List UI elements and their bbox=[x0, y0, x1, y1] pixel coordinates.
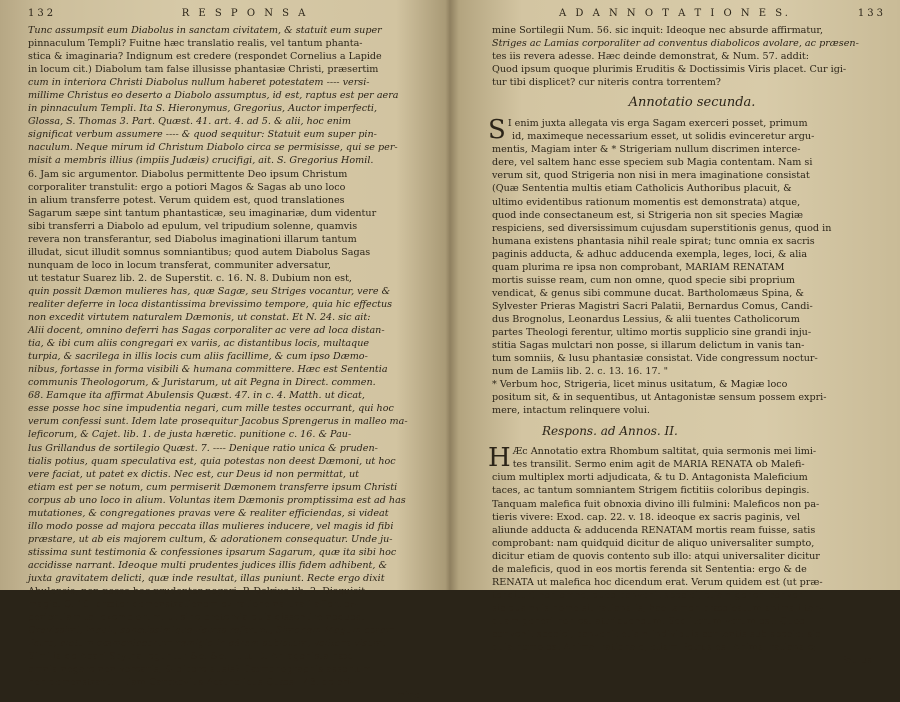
text-line: tes transilit. Sermo enim agit de MARIA RENATA ob Malefi- bbox=[512, 459, 805, 471]
text-line: perientiam tot exemplorum, ut sine protervia quis dissentire nequeat. bbox=[28, 612, 369, 624]
text-line: Abulensis, non posse hoc prudenter negari. P. Delrius lib. 2. Disquisit. bbox=[28, 586, 369, 598]
text-line: nunquam de loco in locum transferat, communiter adversatur, bbox=[28, 259, 331, 271]
text-line: illo modo posse ad majora peccata illas mulieres inducere, vel magis id fibi bbox=[28, 520, 394, 532]
text-line: accidisse narrant. Ideoque multi prudentes judices illis fidem adhibent, & bbox=[28, 559, 387, 571]
text-line: millime Christus eo deserto a Diabolo assumptus, id est, raptus est per aera bbox=[28, 90, 399, 102]
page-number: 132 bbox=[28, 8, 57, 19]
text-line: num de Lamiis lib. 2. c. 13. 16. 17. " bbox=[492, 366, 669, 378]
text-line: pinnaculum Templi? Fuitne hæc translatio realis, vel tantum phanta- bbox=[28, 38, 363, 50]
text-line: respiciens, sed diversissimum cujusdam superstitionis genus, quod in bbox=[492, 222, 832, 234]
text-line: dus Brognolus, Leonardus Lessius, & alii tuentes Catholicorum bbox=[492, 313, 800, 325]
text-line: Glossa, S. Thomas 3. Part. Quæst. 41. art. 4. ad 5. & alii, hoc enim bbox=[28, 116, 351, 128]
right-page bbox=[452, 0, 900, 667]
text-line: stitia Sagas mulctari non posse, si illarum delictum in vanis tan- bbox=[492, 340, 805, 352]
text-line: Tunc assumpsit eum Diabolus in sanctam civitatem, & statuit eum super bbox=[28, 25, 382, 36]
text-line: tia, & ibi cum aliis congregari ex variis, ac distantibus locis, multaque bbox=[28, 338, 370, 350]
text-line: naculum. Neque mirum id Christum Diabolo circa se permisisse, qui se per- bbox=[28, 142, 398, 154]
left-page-header bbox=[28, 8, 434, 19]
text-line: mortis suisse ream, cum non omne, quod specie sibi proprium bbox=[492, 274, 796, 286]
text-line: realiter deferre in loca distantissima brevissimo tempore, quia hic effectus bbox=[28, 298, 393, 310]
text-line: turpia, & sacrilega in illis locis cum aliis facillime, & cum ipso Dæmo- bbox=[28, 351, 368, 363]
text-line: tum somniis, & lusu phantasiæ consistat. Vide congressum noctur- bbox=[492, 353, 818, 365]
text-line: mine Sortilegii Num. 56. sic inquit: Ideoque nec absurde affirmatur, bbox=[492, 25, 824, 36]
text-line: dere, vel saltem hanc esse speciem sub Magia contentam. Nam si bbox=[492, 157, 813, 169]
text-line: verum confessi sunt. Idem late prosequitur Jacobus Sprengerus in malleo ma- bbox=[28, 416, 408, 428]
text-line-content: Æc Annotatio extra Rhombum saltitat, quia sermonis mei limi- bbox=[512, 446, 817, 458]
text-line: sibi transferri a Diabolo ad epulum, vel tripudium solenne, quamvis bbox=[28, 220, 358, 232]
text-line: tieris vivere: Exod. cap. 22. v. 18. ideoque ex sacris paginis, vel bbox=[492, 511, 801, 523]
text-line: quod inde consectaneum est, si Strigeria non sit species Magiæ bbox=[492, 209, 804, 221]
text-line: illudat, sicut illudit somnus somniantibus; quod autem Diabolus Sagas bbox=[28, 246, 371, 258]
reply-heading: Respons. ad Annos. II. bbox=[542, 424, 678, 439]
text-line: tenditur) non omne, quod convenit speciei, etiam generi convenit: bbox=[492, 589, 814, 601]
text-line: in locum cit.) Diabolum tam false illusisse phantasiæ Christi, præsertim bbox=[28, 64, 379, 76]
text-line: revera non transferantur, sed Diabolus imaginationi illarum tantum bbox=[28, 233, 357, 245]
text-line: esse posse hoc sine impudentia negari, cum mille testes occurrant, qui hoc bbox=[28, 403, 394, 415]
text-line: comprobant: nam quidquid dicitur de aliquo universaliter sumpto, bbox=[492, 537, 815, 549]
text-line: omnia negare non verearis, & dicere ausis? Dæmonographis assertum bbox=[28, 664, 372, 676]
right-page-body bbox=[488, 24, 892, 667]
footnote-line: * Verbum hoc, Strigeria, licet minus usitatum, & Magiæ loco bbox=[492, 379, 788, 391]
text-line: in alium transferre potest. Verum quidem est, quod translationes bbox=[28, 194, 345, 206]
text-line: dicitur etiam de quovis contento sub illo: atqui universaliter dicitur bbox=[492, 550, 820, 562]
text-line: in pinnaculum Templi. Ita S. Hieronymus, Gregorius, Auctor imperfecti, bbox=[28, 103, 378, 115]
text-line: tur tibi displicet? cur niteris contra torrentem? bbox=[492, 77, 721, 89]
text-line: vendicat, & genus sibi commune ducat. Bartholomæus Spina, & bbox=[492, 287, 804, 299]
text-line: vere faciat, ut patet ex dictis. Nec est, cur Deus id non permittat, ut bbox=[28, 468, 360, 480]
text-line: Sagarum sæpe sint tantum phantasticæ, seu imaginariæ, dum videntur bbox=[28, 207, 377, 219]
catchword: Paulus bbox=[839, 655, 872, 667]
text-line: aliunde adducta & adducenda RENATAM mortis ream fuisse, satis bbox=[492, 524, 816, 536]
text-line: Alii docent, omnino deferri has Sagas corporaliter ac vere ad loca distan- bbox=[28, 325, 385, 337]
text-line: tialis potius, quam speculativa est, quia potestas non deest Dæmoni, ut hoc bbox=[28, 455, 396, 467]
text-line: leficorum, & Cajet. lib. 1. de justa hæretic. punitione c. 16. & Pau- bbox=[28, 429, 352, 441]
text-line: quin possit Dæmon mulieres has, quæ Sagæ, seu Striges vocantur, vere & bbox=[28, 285, 391, 297]
running-head: A D A N N O T A T I O N E S. bbox=[558, 8, 791, 19]
text-line: mutationes, & congregationes pravas vere & realiter efficiendas, si videat bbox=[28, 507, 389, 519]
text-line: verum sit, quod Strigeria non nisi in mera imaginatione consistat bbox=[492, 170, 810, 182]
text-line: tes iis revera adesse. Hæc deinde demonstrat, & Num. 57. addit: bbox=[492, 51, 809, 63]
text-line: stica & imaginaria? Indignum est credere (respondet Cornelius a Lapide bbox=[28, 51, 382, 63]
text-line: mentis, Magiam inter & * Strigeriam nullum discrimen interce- bbox=[492, 144, 801, 156]
page-number: 133 bbox=[857, 8, 886, 19]
text-line: præstare, ut ab eis majorem cultum, & adorationem consequatur. Unde ju- bbox=[28, 533, 393, 545]
section-title: Annotatio secunda. bbox=[628, 95, 756, 111]
text-line: taces, ac tantum somniantem Strigem fictitiis coloribus depingis. bbox=[492, 485, 810, 497]
text-line: partes Theologi ferentur, ultimo mortis supplicio sine grandi inju- bbox=[492, 326, 812, 338]
footnote-line: positum sit, & in sequentibus, ut Antagonistæ sensum possem expri- bbox=[492, 392, 827, 404]
text-line-content: I enim juxta allegata vis erga Sagam exerceri posset, primum bbox=[507, 118, 808, 130]
catchword: mine bbox=[395, 690, 420, 702]
text-line: id, maximeque necessarium esset, ut solidis evinceretur argu- bbox=[512, 131, 815, 143]
text-line: non excedit virtutem naturalem Dæmonis, ut constat. Et N. 24. sic ait: bbox=[28, 312, 371, 324]
text-line: humana existens phantasia nihil reale spirat; tunc omnia ex sacris bbox=[492, 235, 815, 247]
text-line: juxta gravitatem delicti, quæ inde resultat, illas puniunt. Recte ergo dixit bbox=[28, 572, 385, 584]
text-line: Sylvester Prieras Magistri Sacri Palatii, Bernardus Comus, Candi- bbox=[492, 300, 813, 312]
footnote-line: mere, intactum relinquere volui. bbox=[492, 405, 650, 417]
text-line: quam plurima re ipsa non comprobant, MARIAM RENATAM bbox=[492, 261, 785, 273]
text-line: cium multiplex morti adjudicata, & tu D. Antagonista Maleficium bbox=[492, 472, 808, 484]
text-line: Gravissimi, inquit, sanctissimique Patres referunt, Simonem Magum coram bbox=[28, 625, 395, 637]
drop-cap: S bbox=[488, 115, 506, 146]
text-line: ultimo evidentibus rationum momentis est demonstrata) atque, bbox=[492, 196, 801, 208]
text-line: Tanquam malefica fuit obnoxia divino illi fulmini: Maleficos non pa- bbox=[492, 498, 820, 510]
text-line: 6. Jam sic argumentor. Diabolus permittente Deo ipsum Christum bbox=[28, 168, 348, 180]
text-line: Similia de Abari Scytha leguntur &c. &c. Et tu D. Antagonista hæc bbox=[28, 651, 353, 663]
text-line: de maleficis, quod in eos mortis ferenda sit Sententia: ergo & de bbox=[492, 563, 807, 575]
drop-cap: H bbox=[488, 443, 511, 474]
text-line: corporaliter transtulit: ergo a potiori Magos & Sagas ab uno loco bbox=[28, 181, 346, 193]
text-line: 68. Eamque ita affirmat Abulensis Quæst. 47. in c. 4. Matth. ut dicat, bbox=[28, 390, 365, 402]
left-page-body bbox=[28, 24, 440, 702]
running-head: R E S P O N S A bbox=[181, 8, 309, 19]
text-line: sic quamvis homo sit rationalis, hoc tamen prædicatum animali tan- bbox=[492, 602, 823, 614]
text-line: non demonstrant. Etiam Carpzovius Acatholicus Quæst. 48. de cri- bbox=[28, 677, 354, 689]
text-line: RENATA ut malefica hoc dicendum erat. Verum quidem est (ut præ- bbox=[492, 576, 823, 588]
text-line: paginis adducta, & adhuc adducenda exempla, leges, loci, & alia bbox=[492, 248, 808, 260]
text-line: lus Grillandus de sortilegio Quæst. 7. ---- Denique ratio unica & pruden- bbox=[28, 442, 378, 454]
text-line: quia homo est Animal rationale, etiam Petrus est Animal rationale; bbox=[492, 642, 817, 654]
text-line: etiam est per se notum, cum permiserit Dæmonem transferre ipsum Christi bbox=[28, 481, 398, 493]
text-line: nibus, fortasse in forma visibili & humana committere. Hæc est Sententia bbox=[28, 364, 388, 376]
text-line: misit a membris illius (impiis Judæis) crucifigi, ait. S. Gregorius Homil. bbox=[28, 155, 374, 167]
text-line: Quod ipsum quoque plurimis Eruditis & Doctissimis Viris placet. Cur igi- bbox=[492, 64, 847, 76]
text-line: communis Theologorum, & Juristarum, ut ait Pegna in Direct. commen. bbox=[28, 377, 376, 389]
text-line: corpus ab uno loco in alium. Voluntas item Dæmonis promptissima est ad has bbox=[28, 494, 406, 506]
text-line: significat verbum assumere ---- & quod sequitur: Statuit eum super pin- bbox=[28, 129, 377, 141]
right-page-header bbox=[492, 8, 886, 19]
text-line: ut testatur Suarez lib. 2. de Superstit. c. 16. N. 8. Dubium non est, bbox=[28, 272, 352, 284]
text-line: Striges ac Lamias corporaliter ad conventus diabolicos avolare, ac præsen- bbox=[492, 38, 859, 50]
text-line: convenit speciei, convenit etiam individuis contentis sub specie: sic bbox=[492, 628, 821, 640]
text-line: (Quæ Sententia multis etiam Catholicis Authoribus placuit, & bbox=[492, 183, 792, 195]
text-line: magic. Q. 16. præter demonstrationem ex ratione naturali affert ex- bbox=[28, 599, 359, 611]
text-line: stissima sunt testimonia & confessiones ipsarum Sagarum, quæ ita sibi hoc bbox=[28, 546, 397, 558]
text-line: quam generi non est attribuendum. Sed iterum verum est: Quod bbox=[492, 615, 806, 627]
text-line: cum in interiora Christi Diabolus nullum haberet potestatem ---- versi- bbox=[28, 77, 370, 89]
text-line: Petro, alatum dæmoniacorum remigio in aërem sublatum, volitare visum. bbox=[28, 638, 386, 650]
